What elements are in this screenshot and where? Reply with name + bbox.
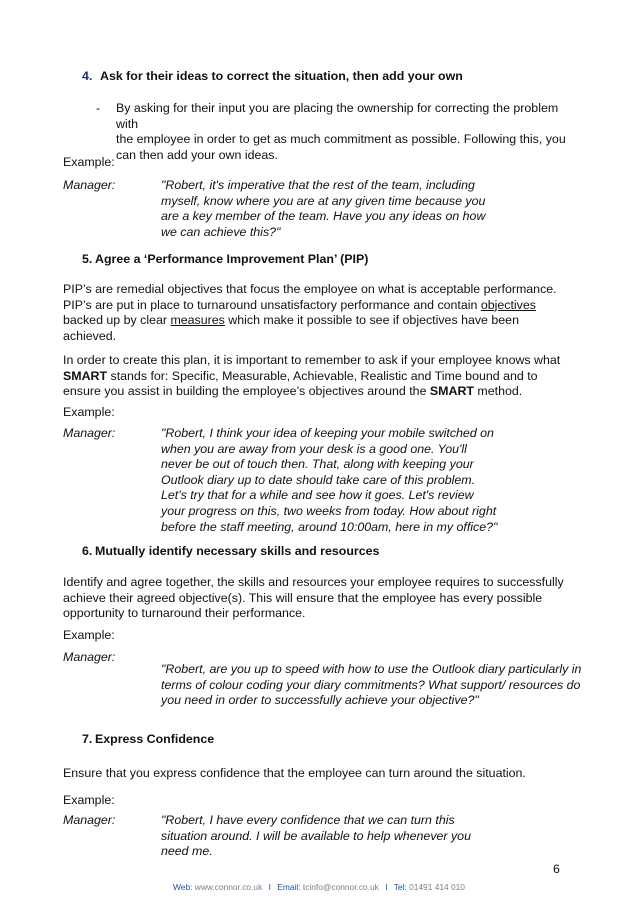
footer-web-link[interactable]: www.connor.co.uk	[194, 882, 263, 892]
quote-line: we can achieve this?"	[161, 224, 281, 239]
bullet-text	[116, 101, 571, 163]
quote-line: Outlook diary up to date should take care of this problem.	[161, 472, 476, 487]
page-number: 6	[553, 862, 560, 876]
footer-email-link[interactable]: tcinfo@connor.co.uk	[302, 882, 379, 892]
footer-tel: 01491 414 010	[409, 882, 465, 892]
manager-quote	[161, 426, 497, 535]
para-line: achieved.	[63, 328, 117, 343]
section-6-paragraph	[63, 575, 583, 622]
example-label: Example:	[63, 793, 115, 807]
footer-contact	[0, 880, 638, 896]
quote-line: need me.	[161, 844, 213, 859]
section-4-heading	[82, 69, 463, 85]
quote-line: are a key member of the team. Have you any ideas on how	[161, 209, 486, 224]
quote-line: never be out of touch then. That, along with keeping your	[161, 457, 474, 472]
section-5-paragraph-1	[63, 282, 583, 344]
section-7-paragraph: Ensure that you express confidence that the employee can turn around the situation.	[63, 766, 526, 780]
section-4-title: Ask for their ideas to correct the situation, then add your own	[100, 69, 463, 83]
para-line	[63, 384, 583, 400]
smart-term: SMART	[63, 368, 108, 383]
text-run: PIP’s are put in place to turnaround unsatisfactory performance and contain	[63, 297, 481, 312]
quote-line: Let's try that for a while and see how it goes. Let's review	[161, 488, 474, 503]
manager-label: Manager:	[63, 426, 116, 440]
para-line: achieve their agreed objective(s). This will ensure that the employee has every possible	[63, 590, 543, 605]
para-line	[63, 298, 583, 314]
para-line	[63, 369, 583, 385]
quote-line: terms of colour coding your diary commitments? What support/ resources do	[161, 677, 581, 692]
manager-label: Manager:	[63, 650, 116, 664]
section-6-heading	[82, 544, 379, 560]
section-6-title: Mutually identify necessary skills and resources	[95, 544, 380, 558]
footer-separator: I	[385, 882, 388, 892]
para-line: In order to create this plan, it is important to remember to ask if your employee knows what	[63, 353, 561, 367]
manager-label: Manager:	[63, 813, 116, 827]
para-line: opportunity to turnaround their performance.	[63, 606, 306, 621]
footer-separator: I	[268, 882, 271, 892]
text-run: which make it possible to see if objectives have been	[224, 313, 519, 328]
example-label: Example:	[63, 405, 115, 419]
quote-line: you need in order to successfully achieve your objective?"	[161, 693, 479, 708]
section-6-number: 6.	[82, 544, 93, 558]
footer-tel-label: Tel:	[393, 882, 407, 892]
objectives-link: objectives	[480, 297, 536, 312]
footer-web-label: Web:	[173, 882, 193, 892]
manager-quote	[161, 662, 581, 709]
bullet-line: can then add your own ideas.	[116, 147, 278, 162]
smart-term: SMART	[429, 384, 474, 399]
example-label: Example:	[63, 628, 115, 642]
para-line	[63, 313, 583, 329]
measures-link: measures	[170, 313, 225, 328]
section-5-paragraph-2	[63, 353, 583, 400]
para-line: Identify and agree together, the skills and resources your employee requires to successfully	[63, 575, 564, 589]
quote-line: "Robert, I think your idea of keeping your mobile switched on	[161, 426, 494, 440]
quote-line: myself, know where you are at any given time because you	[161, 193, 486, 208]
quote-line: before the staff meeting, around 10:00am, here in my office?"	[161, 519, 498, 534]
quote-line: "Robert, are you up to speed with how to use the Outlook diary particularly in	[161, 662, 582, 676]
text-run: stands for: Specific, Measurable, Achievable, Realistic and Time bound and to	[107, 368, 538, 383]
bullet-line: the employee in order to get as much commitment as possible. Following this, you	[116, 132, 566, 147]
quote-line: when you are away from your desk is a good one. You'll	[161, 441, 467, 456]
bullet-dash: -	[96, 101, 101, 115]
manager-quote	[161, 813, 471, 860]
section-5-heading	[82, 252, 368, 268]
manager-quote	[161, 178, 485, 240]
quote-line: "Robert, it's imperative that the rest of the team, including	[161, 178, 475, 192]
manager-label: Manager:	[63, 178, 116, 192]
section-7-title: Express Confidence	[95, 732, 215, 746]
example-label: Example:	[63, 155, 115, 169]
section-5-title: Agree a ‘Performance Improvement Plan’ (PIP)	[95, 252, 369, 266]
section-5-number: 5.	[82, 252, 93, 266]
quote-line: situation around. I will be available to help whenever you	[161, 828, 471, 843]
bullet-line: By asking for their input you are placing the ownership for correcting the problem with	[116, 101, 559, 131]
text-run: backed up by clear	[63, 313, 171, 328]
quote-line: "Robert, I have every confidence that we can turn this	[161, 813, 455, 827]
section-7-number: 7.	[82, 732, 93, 746]
text-run: method.	[473, 384, 523, 399]
para-line: PIP’s are remedial objectives that focus the employee on what is acceptable performance.	[63, 282, 557, 296]
quote-line: your progress on this, two weeks from today. How about right	[161, 503, 497, 518]
footer-email-label: Email:	[277, 882, 301, 892]
section-4-number: 4.	[82, 69, 93, 83]
section-7-heading	[82, 732, 214, 748]
text-run: ensure you assist in building the employee’s objectives around the	[63, 384, 430, 399]
